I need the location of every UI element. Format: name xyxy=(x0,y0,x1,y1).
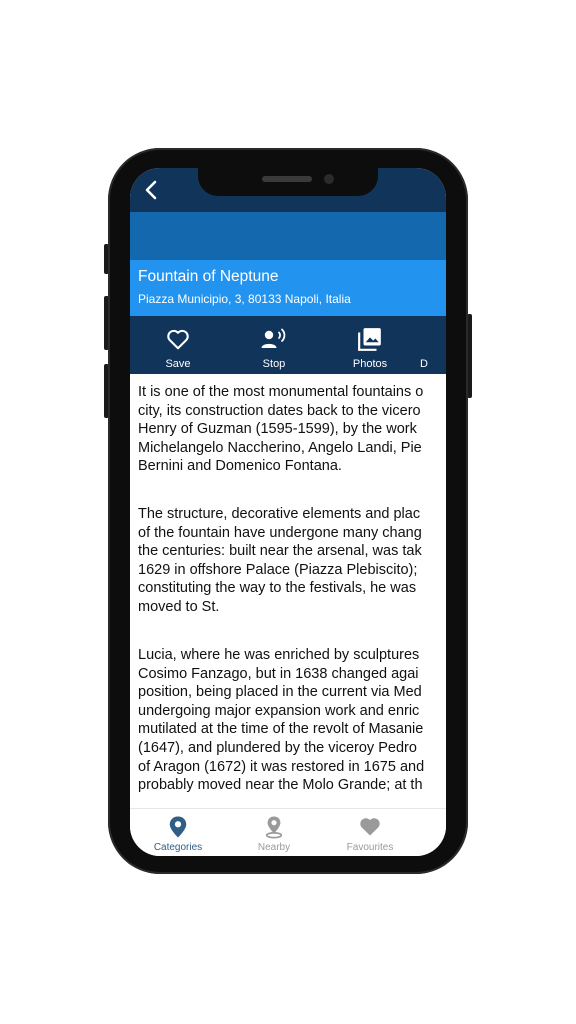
text-line: mutilated at the time of the revolt of Masanie xyxy=(138,721,424,738)
phone-speaker xyxy=(262,176,312,182)
heart-outline-icon xyxy=(165,326,191,352)
text-line: the centuries: built near the arsenal, was tak xyxy=(138,543,422,560)
tab-favourites-label: Favourites xyxy=(346,842,394,853)
text-line: Michelangelo Naccherino, Angelo Landi, Pie xyxy=(138,439,422,456)
text-line: 1629 in offshore Palace (Piazza Plebiscito); xyxy=(138,561,418,578)
more-action-button[interactable] xyxy=(420,316,446,374)
tab-favourites[interactable] xyxy=(320,809,420,856)
save-label: Save xyxy=(165,358,191,370)
text-line: constituting the way to the festivals, he was xyxy=(138,580,417,597)
heart-filled-icon xyxy=(358,815,382,837)
stop-button[interactable] xyxy=(234,316,314,374)
description-text xyxy=(130,374,446,808)
text-line: position, being placed in the current via Med xyxy=(138,684,422,701)
phone-notch xyxy=(198,168,378,196)
place-title: Fountain of Neptune xyxy=(138,268,279,285)
paragraph-2 xyxy=(138,505,446,617)
text-line: (1647), and plundered by the viceroy Pedro xyxy=(138,739,417,756)
map-pin-icon xyxy=(167,815,189,839)
text-line: probably moved near the Molo Grande; at th xyxy=(138,777,423,794)
stop-label: Stop xyxy=(262,358,286,370)
text-line: moved to St. xyxy=(138,598,220,615)
text-line: of the fountain have undergone many chang xyxy=(138,524,422,541)
paragraph-1 xyxy=(138,383,446,476)
text-line: Lucia, where he was enriched by sculptures xyxy=(138,647,420,663)
cut-off-action-label: D xyxy=(420,358,428,370)
back-arrow-icon[interactable] xyxy=(140,178,164,202)
text-line: Henry of Guzman (1595-1599), by the work xyxy=(138,421,417,438)
tab-categories-label: Categories xyxy=(153,842,203,853)
text-line: It is one of the most monumental fountains o xyxy=(138,384,424,400)
phone-camera xyxy=(324,174,334,184)
paragraph-3 xyxy=(138,646,446,795)
text-line: The structure, decorative elements and plac xyxy=(138,506,421,522)
text-line: Cosimo Fanzago, but in 1638 changed agai xyxy=(138,665,419,682)
text-line: Bernini and Domenico Fontana. xyxy=(138,458,342,475)
speaking-person-icon xyxy=(260,326,288,352)
text-line: city, its construction dates back to the vicero xyxy=(138,402,421,419)
photos-button[interactable] xyxy=(330,316,410,374)
place-title-bar xyxy=(130,260,446,316)
action-toolbar xyxy=(130,316,446,374)
header-banner xyxy=(130,212,446,260)
tab-nearby[interactable] xyxy=(224,809,324,856)
photo-library-icon xyxy=(357,326,383,352)
bottom-tab-bar xyxy=(130,808,446,856)
tab-nearby-label: Nearby xyxy=(257,842,291,853)
location-person-icon xyxy=(263,815,285,839)
text-line: undergoing major expansion work and enric xyxy=(138,702,420,719)
place-address: Piazza Municipio, 3, 80133 Napoli, Italia xyxy=(138,292,351,306)
tab-categories[interactable] xyxy=(130,809,228,856)
text-line: of Aragon (1672) it was restored in 1675 and xyxy=(138,758,425,775)
photos-label: Photos xyxy=(352,358,388,370)
app-screen xyxy=(130,168,446,856)
save-button[interactable] xyxy=(138,316,218,374)
